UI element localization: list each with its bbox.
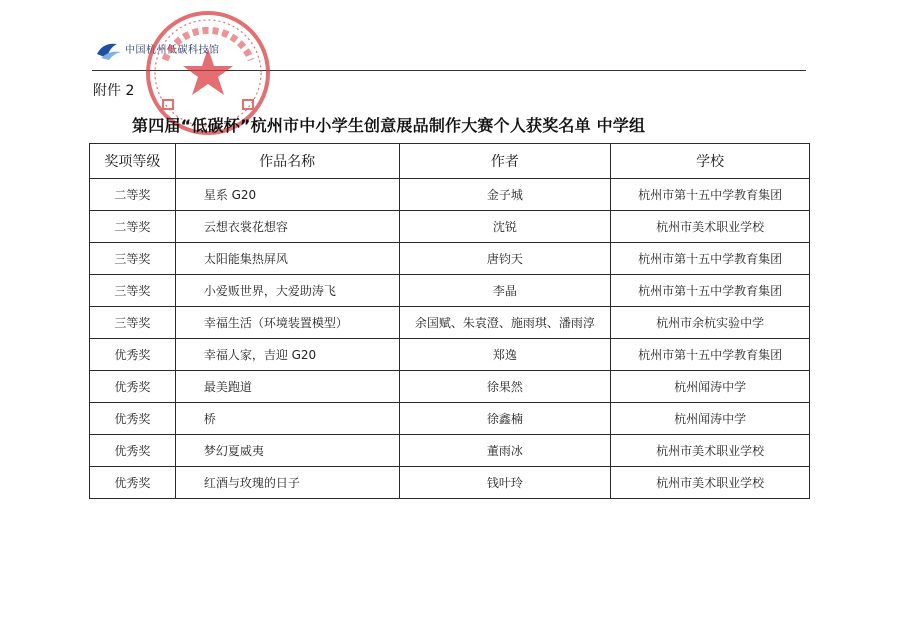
award-level-cell: 优秀奖 [90,371,176,403]
document-title: 第四届“低碳杯”杭州市中小学生创意展品制作大赛个人获奖名单 中学组 [132,116,646,135]
school-cell: 杭州市第十五中学教育集团 [611,243,810,275]
author-cell: 李晶 [399,275,611,307]
column-header-work-title: 作品名称 [175,144,399,179]
work-title-cell: 太阳能集热屏风 [175,243,399,275]
table-row [90,403,810,435]
table-row [90,339,810,371]
award-level-cell: 优秀奖 [90,435,176,467]
column-header-school: 学校 [611,144,810,179]
table-row [90,307,810,339]
award-level-cell: 三等奖 [90,243,176,275]
work-title-cell: 云想衣裳花想容 [175,211,399,243]
school-cell: 杭州市美术职业学校 [611,467,810,499]
work-title-cell: 梦幻夏威夷 [175,435,399,467]
award-level-cell: 三等奖 [90,275,176,307]
logo-mark-icon [95,36,123,62]
work-title-cell: 幸福人家，吉迎 G20 [175,339,399,371]
award-level-cell: 三等奖 [90,307,176,339]
work-title-cell: 最美跑道 [175,371,399,403]
author-cell: 金子城 [399,179,611,211]
author-cell: 徐鑫楠 [399,403,611,435]
school-cell: 杭州市第十五中学教育集团 [611,179,810,211]
attachment-label: 附件 2 [93,83,135,99]
author-cell: 唐钧天 [399,243,611,275]
table-row [90,275,810,307]
column-header-award-level: 奖项等级 [90,144,176,179]
work-title-cell: 幸福生活（环境装置模型） [175,307,399,339]
author-cell: 沈锐 [399,211,611,243]
table-row [90,243,810,275]
school-cell: 杭州市第十五中学教育集团 [611,275,810,307]
school-cell: 杭州市第十五中学教育集团 [611,339,810,371]
award-table [89,143,810,499]
award-level-cell: 二等奖 [90,211,176,243]
author-cell: 钱叶玲 [399,467,611,499]
logo-text: 中国杭州低碳科技馆 [125,45,220,56]
award-level-cell: 优秀奖 [90,467,176,499]
school-cell: 杭州闻涛中学 [611,403,810,435]
column-header-author: 作者 [399,144,611,179]
school-cell: 杭州市美术职业学校 [611,435,810,467]
author-cell: 董雨冰 [399,435,611,467]
school-cell: 杭州市美术职业学校 [611,211,810,243]
table-row [90,467,810,499]
table-row [90,371,810,403]
work-title-cell: 星系 G20 [175,179,399,211]
table-row [90,179,810,211]
school-cell: 杭州闻涛中学 [611,371,810,403]
table-header-row [90,144,810,179]
work-title-cell: 桥 [175,403,399,435]
award-level-cell: 优秀奖 [90,339,176,371]
author-cell: 郑逸 [399,339,611,371]
table-row [90,435,810,467]
award-level-cell: 优秀奖 [90,403,176,435]
author-cell: 余国赋、朱袁澄、施雨琪、潘雨淳 [399,307,611,339]
table-row [90,211,810,243]
school-cell: 杭州市余杭实验中学 [611,307,810,339]
award-level-cell: 二等奖 [90,179,176,211]
author-cell: 徐果然 [399,371,611,403]
work-title-cell: 红酒与玫瑰的日子 [175,467,399,499]
work-title-cell: 小爱贩世界，大爱助涛飞 [175,275,399,307]
